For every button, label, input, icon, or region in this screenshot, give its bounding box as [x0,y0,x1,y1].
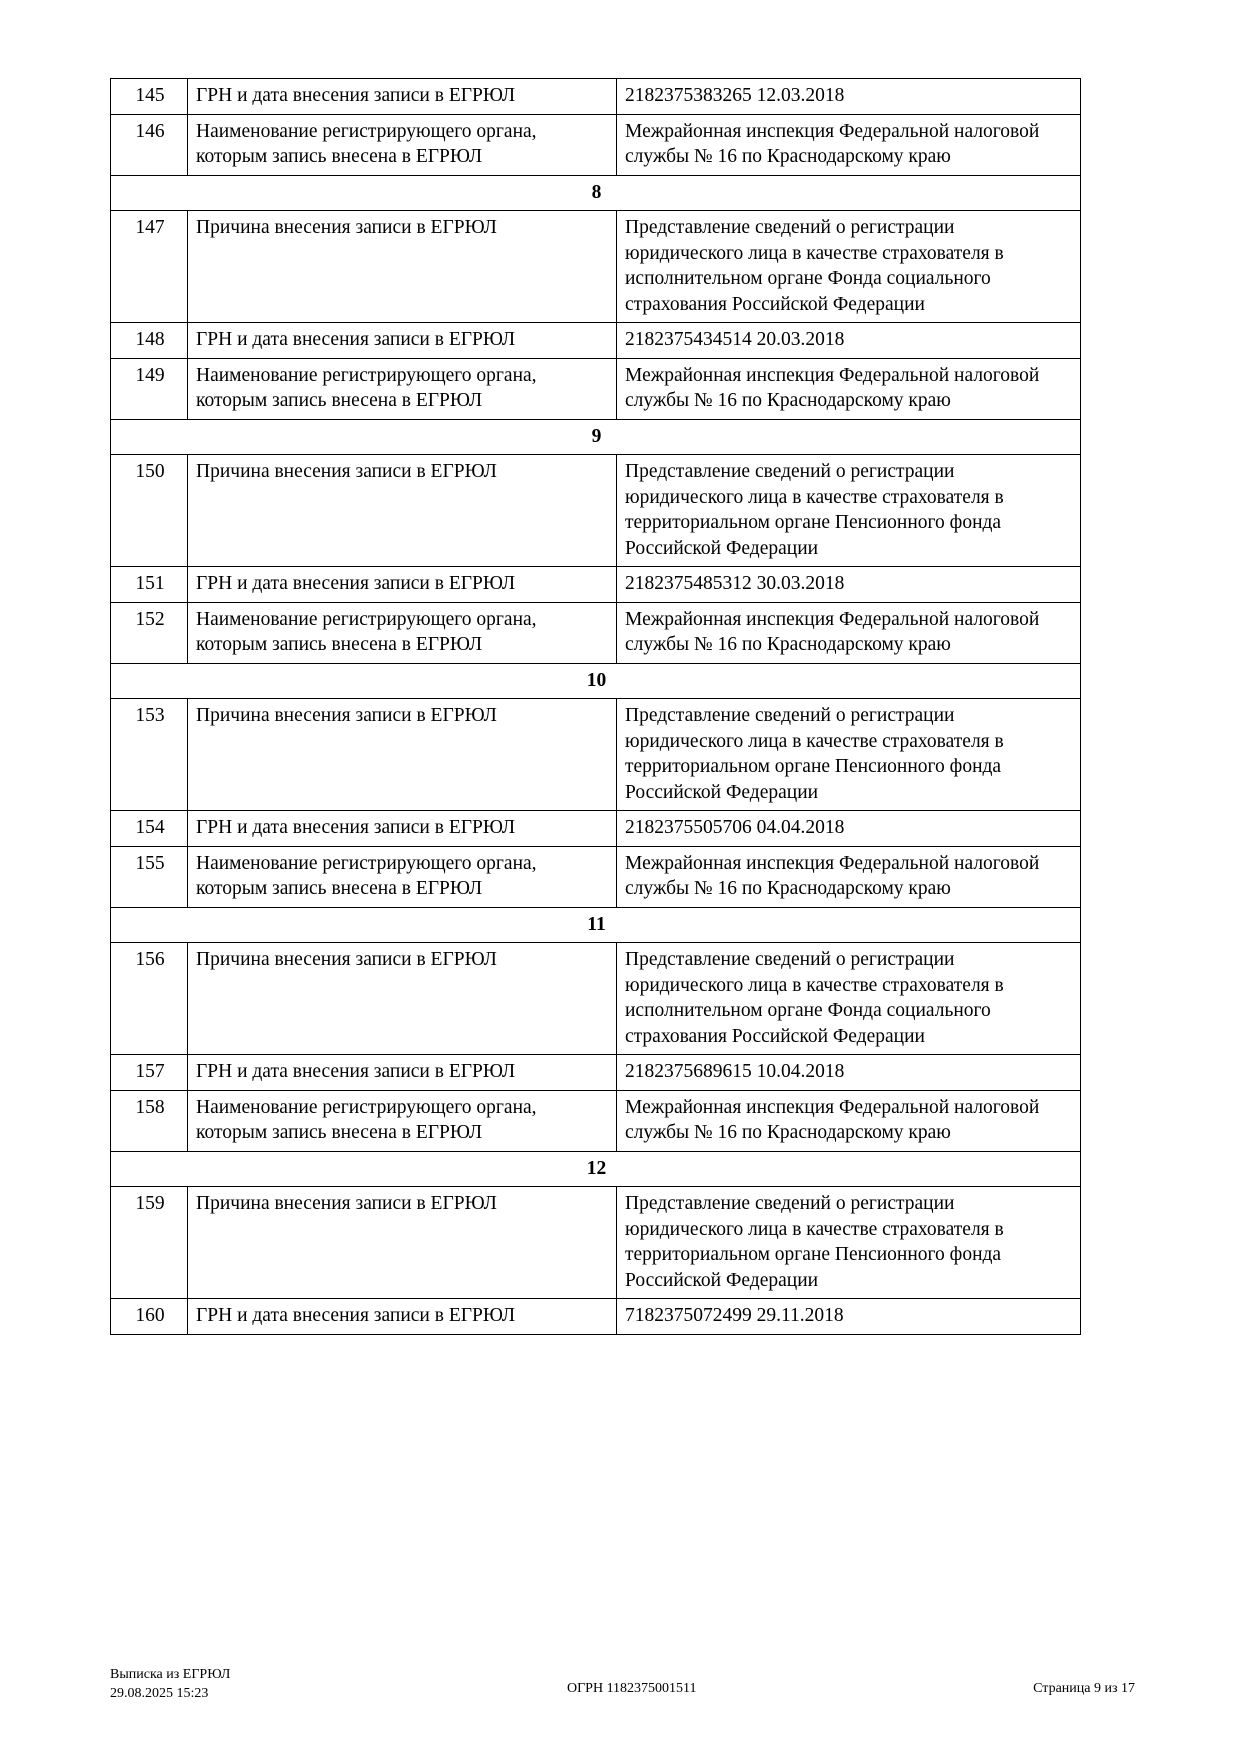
table-section-row [111,419,1081,455]
row-number: 152 [111,602,188,663]
row-label: Наименование регистрирующего органа, которым запись внесена в ЕГРЮЛ [188,114,617,175]
row-value: Представление сведений о регистрации юридического лица в качестве страхователя в территориальном органе Пенсионного фонда Российской Федерации [617,699,1081,811]
row-label: ГРН и дата внесения записи в ЕГРЮЛ [188,79,617,115]
table-row [111,79,1081,115]
table-section-row [111,1151,1081,1187]
table-row [111,699,1081,811]
table-row [111,358,1081,419]
row-value: Представление сведений о регистрации юридического лица в качестве страхователя в исполнительном органе Фонда социального страхования Российской Федерации [617,211,1081,323]
row-label: Наименование регистрирующего органа, которым запись внесена в ЕГРЮЛ [188,846,617,907]
row-value: 2182375689615 10.04.2018 [617,1055,1081,1091]
row-value: Межрайонная инспекция Федеральной налоговой службы № 16 по Краснодарскому краю [617,114,1081,175]
section-title: 10 [111,663,1081,699]
table-section-row [111,663,1081,699]
footer-document-title: Выписка из ЕГРЮЛ [110,1667,231,1682]
row-value: Межрайонная инспекция Федеральной налоговой службы № 16 по Краснодарскому краю [617,1090,1081,1151]
row-value: 2182375485312 30.03.2018 [617,567,1081,603]
row-value: Представление сведений о регистрации юридического лица в качестве страхователя в территориальном органе Пенсионного фонда Российской Федерации [617,1187,1081,1299]
row-value: Представление сведений о регистрации юридического лица в качестве страхователя в территориальном органе Пенсионного фонда Российской Федерации [617,455,1081,567]
table-section-row [111,907,1081,943]
row-label: Наименование регистрирующего органа, которым запись внесена в ЕГРЮЛ [188,1090,617,1151]
footer-ogrn: ОГРН 1182375001511 [566,1681,697,1696]
table-row [111,567,1081,603]
row-number: 160 [111,1299,188,1335]
row-value: Межрайонная инспекция Федеральной налоговой службы № 16 по Краснодарскому краю [617,602,1081,663]
row-number: 150 [111,455,188,567]
row-number: 148 [111,323,188,359]
table-row [111,323,1081,359]
row-label: Причина внесения записи в ЕГРЮЛ [188,943,617,1055]
table-row [111,1055,1081,1091]
row-value: Представление сведений о регистрации юридического лица в качестве страхователя в исполнительном органе Фонда социального страхования Российской Федерации [617,943,1081,1055]
row-number: 147 [111,211,188,323]
row-label: Причина внесения записи в ЕГРЮЛ [188,211,617,323]
table-section-row [111,175,1081,211]
row-label: ГРН и дата внесения записи в ЕГРЮЛ [188,1055,617,1091]
row-label: Наименование регистрирующего органа, которым запись внесена в ЕГРЮЛ [188,602,617,663]
row-value: Межрайонная инспекция Федеральной налоговой службы № 16 по Краснодарскому краю [617,358,1081,419]
row-label: Наименование регистрирующего органа, которым запись внесена в ЕГРЮЛ [188,358,617,419]
row-label: Причина внесения записи в ЕГРЮЛ [188,1187,617,1299]
table-row [111,846,1081,907]
egrul-records-body [111,79,1081,1335]
table-row [111,1090,1081,1151]
table-row [111,114,1081,175]
row-number: 158 [111,1090,188,1151]
table-row [111,1187,1081,1299]
row-number: 157 [111,1055,188,1091]
row-value: 2182375383265 12.03.2018 [617,79,1081,115]
table-row [111,943,1081,1055]
row-label: ГРН и дата внесения записи в ЕГРЮЛ [188,1299,617,1335]
row-number: 154 [111,811,188,847]
row-value: 2182375505706 04.04.2018 [617,811,1081,847]
row-number: 151 [111,567,188,603]
row-number: 155 [111,846,188,907]
row-number: 159 [111,1187,188,1299]
row-number: 153 [111,699,188,811]
row-label: Причина внесения записи в ЕГРЮЛ [188,455,617,567]
section-title: 8 [111,175,1081,211]
table-row [111,811,1081,847]
section-title: 9 [111,419,1081,455]
section-title: 11 [111,907,1081,943]
table-row [111,455,1081,567]
egrul-records-table [110,78,1081,1335]
row-value: 7182375072499 29.11.2018 [617,1299,1081,1335]
footer-generated-timestamp: 29.08.2025 15:23 [110,1686,209,1701]
table-row [111,1299,1081,1335]
row-label: ГРН и дата внесения записи в ЕГРЮЛ [188,811,617,847]
row-label: ГРН и дата внесения записи в ЕГРЮЛ [188,567,617,603]
section-title: 12 [111,1151,1081,1187]
footer-document-info [110,1665,230,1703]
row-number: 145 [111,79,188,115]
row-label: ГРН и дата внесения записи в ЕГРЮЛ [188,323,617,359]
footer-row [110,1665,1135,1703]
row-label: Причина внесения записи в ЕГРЮЛ [188,699,617,811]
row-number: 149 [111,358,188,419]
table-row [111,602,1081,663]
row-number: 146 [111,114,188,175]
row-number: 156 [111,943,188,1055]
table-row [111,211,1081,323]
row-value: Межрайонная инспекция Федеральной налоговой службы № 16 по Краснодарскому краю [617,846,1081,907]
footer-page-number: Страница 9 из 17 [1033,1681,1135,1696]
row-value: 2182375434514 20.03.2018 [617,323,1081,359]
page-footer [110,1665,1135,1703]
